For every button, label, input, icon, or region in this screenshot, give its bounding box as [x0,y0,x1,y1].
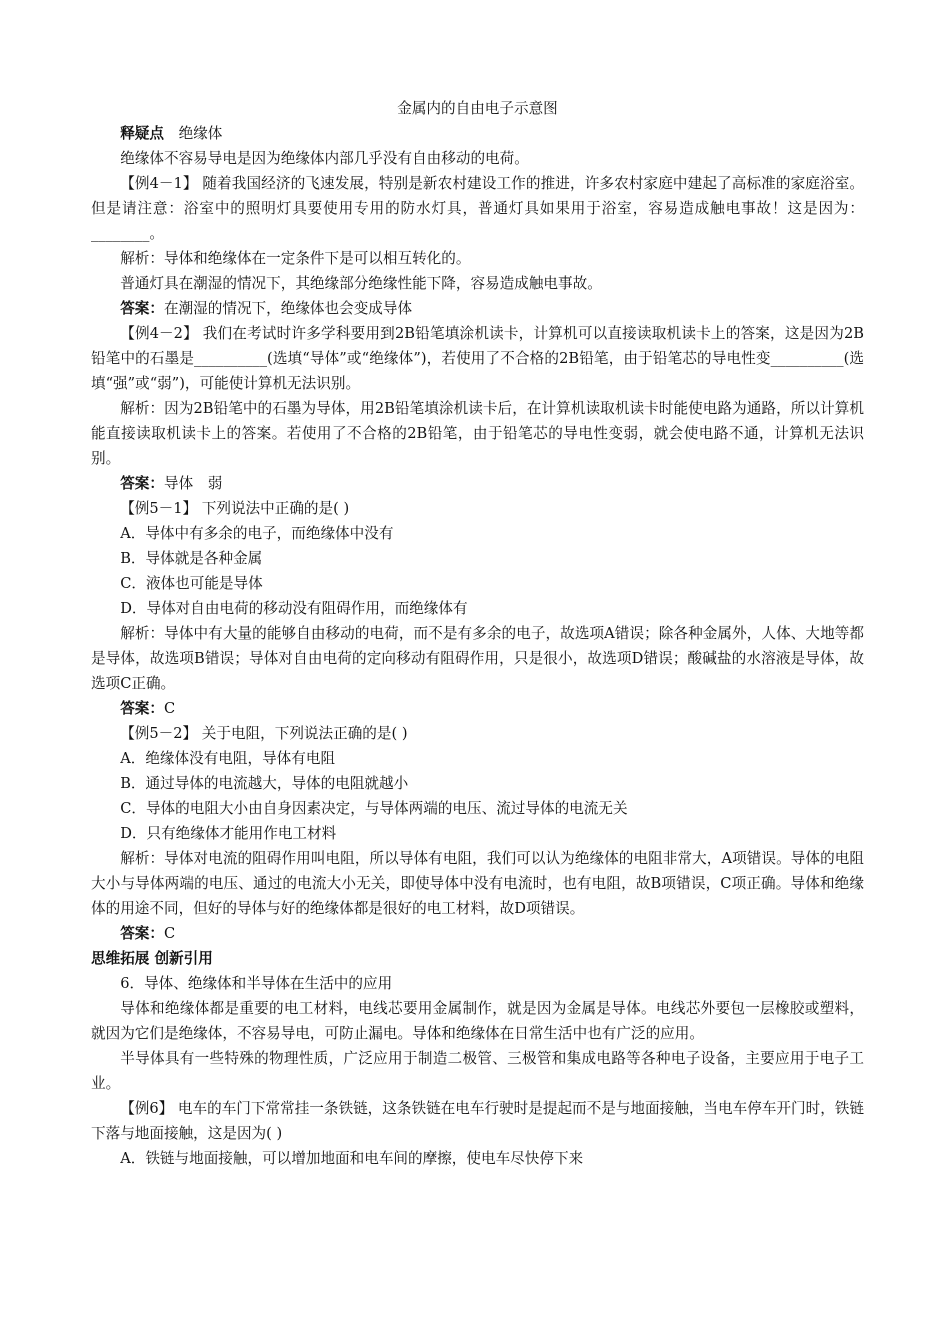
example-5-2-option-b: B．通过导体的电流越大，导体的电阻就越小 [120,775,409,792]
example-4-2-analysis: 解析：因为2B铅笔中的石墨为导体，用2B铅笔填涂机读卡后，在计算机读取机读卡时能使电路为通路，所以计算机能直接读取机读卡上的答案。若使用了不合格的2B铅笔，由于铅笔芯的导电性变弱，就会使电路不通，计算机无法识别。 [91,400,864,467]
section-heading-clarification [91,121,864,146]
answer-text: C [163,700,176,717]
example-4-2-question: 【例4－2】 我们在考试时许多学科要用到2B铅笔填涂机读卡，计算机可以直接读取机读卡上的答案，这是因为2B铅笔中的石墨是__________(选填“导体”或“绝缘体”)，若使用了不合格的2B铅笔，由于铅笔芯的导电性变__________(选填“强”或“弱”)，可能使计算机无法识别。 [91,325,864,392]
example-5-2-option-d: D．只有绝缘体才能用作电工材料 [120,825,337,842]
section-topic: 绝缘体 [178,125,223,142]
example-5-2-question: 【例5－2】 关于电阻，下列说法正确的是( ) [120,725,408,742]
example-6-question: 【例6】 电车的车门下常常挂一条铁链，这条铁链在电车行驶时是提起而不是与地面接触，当电车停车开门时，铁链下落与地面接触，这是因为( ) [91,1100,864,1142]
paragraph-insulator: 绝缘体不容易导电是因为绝缘体内部几乎没有自由移动的电荷。 [120,150,529,167]
example-5-1-answer [91,696,864,721]
example-6-option-a: A．铁链与地面接触，可以增加地面和电车间的摩擦，使电车尽快停下来 [120,1150,584,1167]
answer-label: 答案： [120,475,164,492]
example-4-1-analysis-1: 解析：导体和绝缘体在一定条件下是可以相互转化的。 [120,250,471,267]
answer-text: C [163,925,176,942]
answer-label: 答案： [120,700,164,717]
answer-text-1: 导体 [163,475,194,492]
topic-6-title: 6．导体、绝缘体和半导体在生活中的应用 [120,975,393,992]
example-5-1-analysis: 解析：导体中有大量的能够自由移动的电荷，而不是有多余的电子，故选项A错误；除各种金属外，人体、大地等都是导体，故选项B错误；导体对自由电荷的定向移动有阻碍作用，只是很小，故选项D错误；酸碱盐的水溶液是导体，故选项C正确。 [91,625,864,692]
example-5-2-answer [91,921,864,946]
example-4-1-question: 【例4－1】 随着我国经济的飞速发展，特别是新农村建设工作的推进，许多农村家庭中建起了高标准的家庭浴室。但是请注意：浴室中的照明灯具要使用专用的防水灯具，普通灯具如果用于浴室，容易造成触电事故！这是因为：________。 [91,175,864,242]
example-5-1-option-a: A．导体中有多余的电子，而绝缘体中没有 [120,525,394,542]
example-5-2-option-c: C．导体的电阻大小由自身因素决定，与导体两端的电压、流过导体的电流无关 [120,800,628,817]
answer-text-2: 弱 [207,475,223,492]
answer-label: 答案： [120,300,164,317]
topic-6-paragraph-2: 半导体具有一些特殊的物理性质，广泛应用于制造二极管、三极管和集成电路等各种电子设备，主要应用于电子工业。 [91,1050,864,1092]
section-heading-extension: 思维拓展 创新引用 [91,950,213,967]
answer-label: 答案： [120,925,164,942]
example-5-1-option-c: C．液体也可能是导体 [120,575,263,592]
example-4-1-analysis-2: 普通灯具在潮湿的情况下，其绝缘部分绝缘性能下降，容易造成触电事故。 [120,275,602,292]
section-label: 释疑点 [120,125,164,142]
example-5-1-option-b: B．导体就是各种金属 [120,550,263,567]
figure-caption: 金属内的自由电子示意图 [397,100,558,117]
example-5-2-analysis: 解析：导体对电流的阻碍作用叫电阻，所以导体有电阻，我们可以认为绝缘体的电阻非常大，A项错误。导体的电阻大小与导体两端的电压、通过的电流大小无关，即使导体中没有电流时，也有电阻，故B项错误，C项正确。导体和绝缘体的用途不同，但好的导体与好的绝缘体都是很好的电工材料，故D项错误。 [91,850,864,917]
example-4-2-answer [91,471,864,496]
example-5-1-question: 【例5－1】 下列说法中正确的是( ) [120,500,350,517]
example-5-1-option-d: D．导体对自由电荷的移动没有阻碍作用，而绝缘体有 [120,600,468,617]
topic-6-paragraph-1: 导体和绝缘体都是重要的电工材料，电线芯要用金属制作，就是因为金属是导体。电线芯外要包一层橡胶或塑料，就因为它们是绝缘体，不容易导电，可防止漏电。导体和绝缘体在日常生活中也有广泛的应用。 [91,1000,864,1042]
example-4-1-answer [91,296,864,321]
example-5-2-option-a: A．绝缘体没有电阻，导体有电阻 [120,750,336,767]
answer-text: 在潮湿的情况下，绝缘体也会变成导体 [163,300,413,317]
